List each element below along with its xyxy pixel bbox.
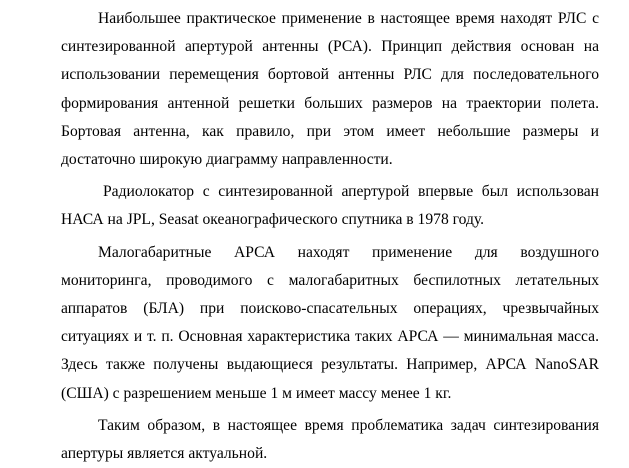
- paragraph-sar-history: Радиолокатор с синтезированной апертурой впервые был использован НАСА на JPL, Seasat океанографического спутника в 1978 году.: [61, 183, 599, 229]
- paragraph-conclusion: Таким образом, в настоящее время проблематика задач синтезирования апертуры является актуальной.: [61, 416, 599, 463]
- paragraph-sar-principle: Наибольшее практическое применение в настоящее время находят РЛС с синтезированной апертурой антенны (РСА). Принцип действия основан на использовании перемещения бортовой антенны РЛС для последовательного формирования антенной решетки больших размеров на траектории полета. Бортовая антенна, как правило, при этом имеет небольшие размеры и достаточно широкую диаграмму направленности.: [61, 10, 599, 169]
- document-body: [61, 5, 599, 468]
- paragraph-small-sar: Малогабаритные АРСА находят применение для воздушного мониторинга, проводимого с малогабаритных беспилотных летательных аппаратов (БЛА) при поисково-спасательных операциях, чрезвычайных ситуациях и т. п. Основная характеристика таких АРСА — минимальная масса. Здесь также получены выдающиеся результаты. Например, АРСА NanoSAR (США) с разрешением меньше 1 м имеет массу менее 1 кг.: [61, 243, 599, 402]
